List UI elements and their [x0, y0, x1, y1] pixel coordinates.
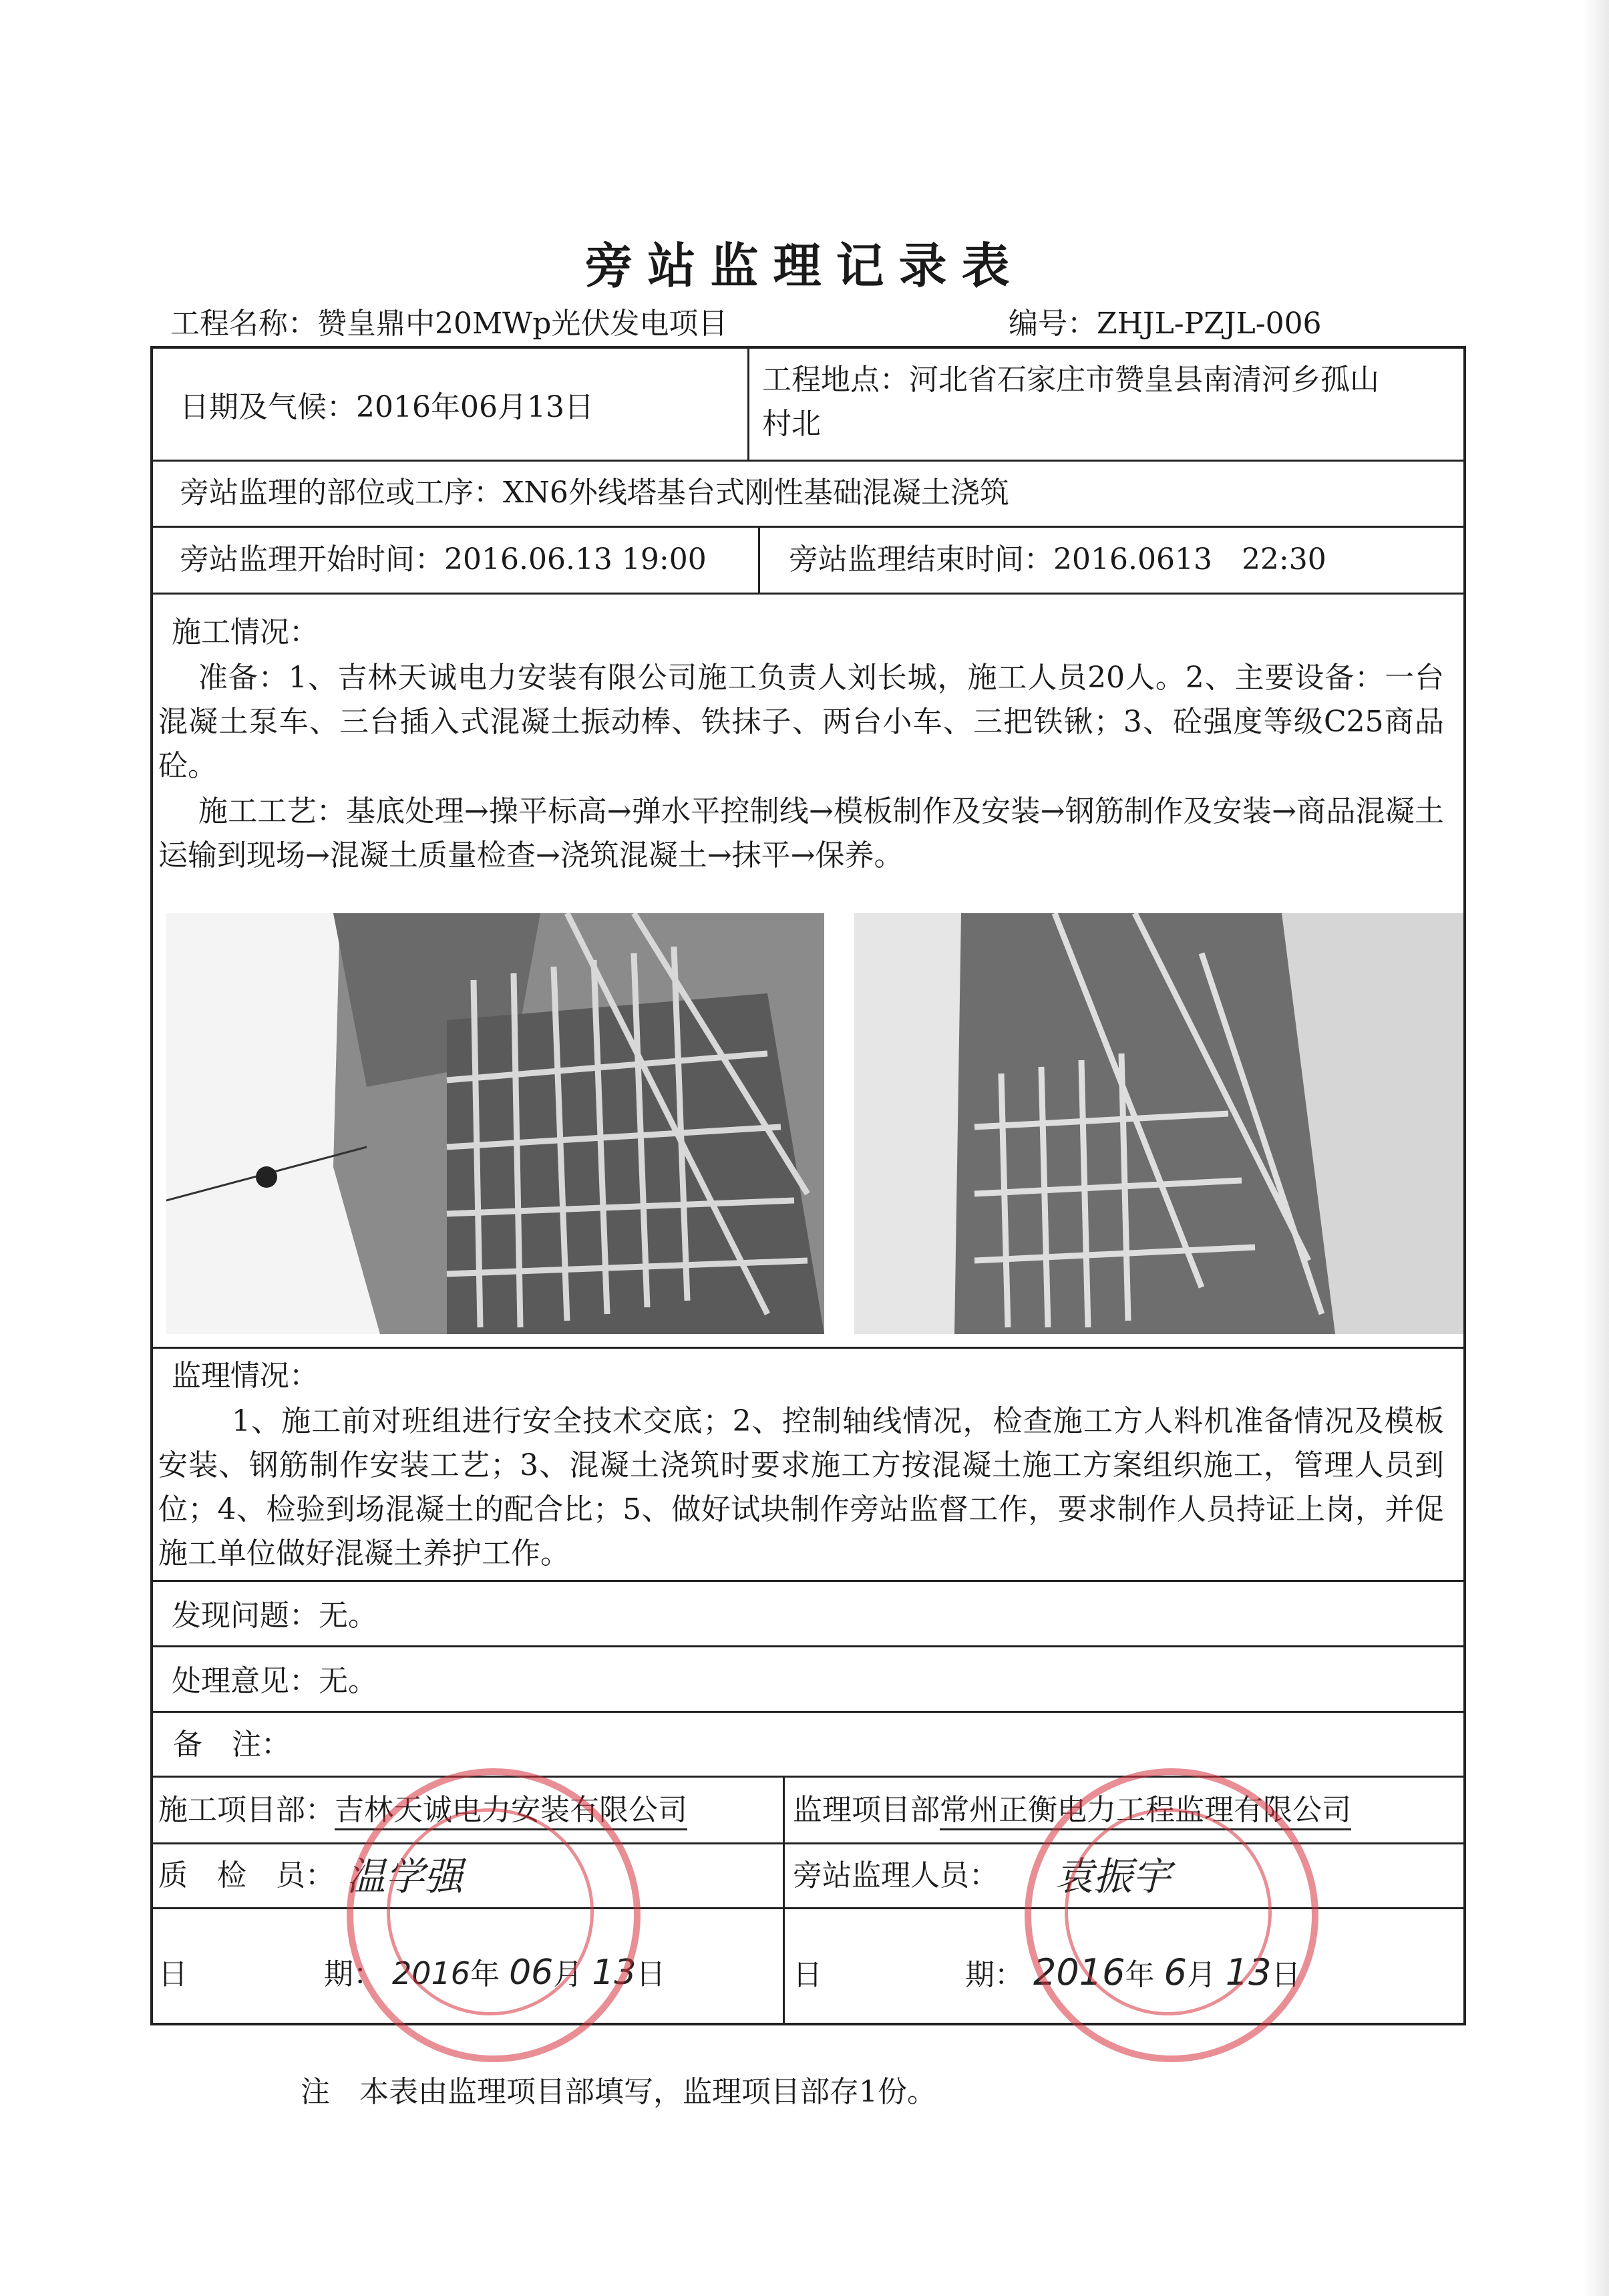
contractor-year-unit: 年	[470, 1957, 500, 1991]
project-name: 赞皇鼎中20MWp光伏发电项目	[317, 307, 728, 341]
supervisor-year-unit: 年	[1125, 1958, 1155, 1992]
process-label: 旁站监理的部位或工序：	[180, 476, 503, 510]
document-title: 旁站监理记录表	[584, 237, 1025, 294]
start-label: 旁站监理开始时间：	[180, 542, 444, 577]
date-label-right-prefix: 日	[793, 1958, 822, 1992]
project-name-row	[170, 299, 727, 342]
column-divider	[783, 1776, 785, 2025]
contractor-sign-day: 13	[592, 1953, 637, 1993]
scan-edge	[1583, 0, 1609, 2296]
supervision-text: 1、施工前对班组进行安全技术交底；2、控制轴线情况，检查施工方人料机准备情况及模板安装、钢筋制作安装工艺；3、混凝土浇筑时要求施工方按混凝土施工方案组织施工，管理人员到位；4、检验到场混凝土的配合比；5、做好试块制作旁站监督工作，要求制作人员持证上岗，并促施工单位做好混凝土养护工作。	[158, 1404, 1444, 1571]
record-table	[150, 346, 1466, 2025]
supervisor-sign-year: 2016	[1033, 1951, 1125, 1993]
supervisor-value: 常州正衡电力工程监理有限公司	[940, 1793, 1351, 1830]
row-divider	[153, 1711, 1463, 1713]
row-divider	[153, 1347, 1463, 1349]
date-weather-cell	[180, 385, 594, 430]
end-label: 旁站监理结束时间：	[789, 542, 1053, 577]
date-weather-value: 2016年06月13日	[356, 390, 594, 424]
end-time-cell	[789, 538, 1326, 582]
onsite-supervisor-signature: 袁振宇	[1055, 1854, 1172, 1899]
document-number: ZHJL-PZJL-006	[1097, 307, 1322, 341]
row-divider	[153, 1645, 1463, 1647]
date-label-left-suffix: 期：	[324, 1957, 383, 1991]
contractor-month-unit: 月	[553, 1957, 583, 1991]
contractor-label: 施工项目部：	[158, 1793, 335, 1827]
number-label: 编号：	[1009, 307, 1097, 341]
onsite-supervisor-label: 旁站监理人员：	[793, 1858, 999, 1893]
location-value: 河北省石家庄市赞皇县南清河乡孤山	[909, 363, 1379, 397]
date-weather-label: 日期及气候：	[180, 390, 356, 424]
location-cell	[762, 358, 1457, 446]
construction-heading: 施工情况：	[172, 615, 319, 649]
process-value: XN6外线塔基台式刚性基础混凝土浇筑	[503, 476, 1009, 510]
contractor-seal-inner-ring	[387, 1808, 594, 2015]
supervisor-month-unit: 月	[1186, 1958, 1216, 1992]
row-divider	[153, 526, 1463, 528]
contractor-sign-month: 06	[509, 1953, 554, 1993]
row-divider	[153, 460, 1463, 462]
document-number-row	[1009, 299, 1322, 342]
project-label: 工程名称：	[170, 307, 317, 341]
process-cell	[180, 471, 1009, 515]
location-value-cont: 村北	[762, 407, 821, 441]
opinion-label: 处理意见：	[172, 1664, 319, 1698]
date-label-right-suffix: 期：	[965, 1958, 1024, 1992]
row-divider	[153, 593, 1463, 595]
supervisor-seal-inner-ring	[1065, 1808, 1272, 2015]
row-divider	[153, 1580, 1463, 1582]
start-time-cell	[180, 538, 707, 582]
contractor-sign-year: 2016	[392, 1955, 471, 1991]
contractor-value: 吉林天诚电力安装有限公司	[335, 1793, 687, 1830]
date-label-left-prefix: 日	[158, 1957, 188, 1991]
footer-note: 注 本表由监理项目部填写，监理项目部存1份。	[301, 2075, 936, 2109]
construction-process: 施工工艺：基底处理→操平标高→弹水平控制线→模板制作及安装→钢筋制作及安装→商品混凝土运输到现场→混凝土质量检查→浇筑混凝土→抹平→保养。	[158, 794, 1444, 872]
supervisor-sign-month: 6	[1164, 1951, 1187, 1993]
column-divider	[758, 526, 760, 593]
inspector-label: 质 检 员：	[158, 1858, 335, 1893]
issues-value: 无。	[319, 1599, 377, 1633]
issues-row	[172, 1594, 377, 1638]
supervisor-label: 监理项目部	[793, 1793, 940, 1827]
site-photo-right	[854, 913, 1463, 1334]
start-value: 2016.06.13 19:00	[444, 542, 707, 577]
location-label: 工程地点：	[762, 363, 909, 397]
site-photo-left	[166, 913, 824, 1334]
issues-label: 发现问题：	[172, 1599, 319, 1633]
column-divider	[747, 349, 749, 460]
inspector-signature: 温学强	[347, 1854, 464, 1899]
contractor-day-unit: 日	[636, 1957, 666, 1991]
supervision-heading: 监理情况：	[172, 1359, 319, 1393]
opinion-value: 无。	[319, 1664, 377, 1698]
supervisor-sign-day: 13	[1225, 1951, 1272, 1993]
construction-preparation: 准备：1、吉林天诚电力安装有限公司施工负责人刘长城，施工人员20人。2、主要设备：一台混凝土泵车、三台插入式混凝土振动棒、铁抹子、两台小车、三把铁锹；3、砼强度等级C25商品砼。	[158, 661, 1444, 783]
remarks-label: 备 注：	[173, 1728, 291, 1762]
opinion-row	[172, 1659, 377, 1703]
row-divider	[153, 1776, 1463, 1778]
end-value: 2016.0613 22:30	[1053, 542, 1326, 577]
supervisor-day-unit: 日	[1271, 1958, 1301, 1992]
